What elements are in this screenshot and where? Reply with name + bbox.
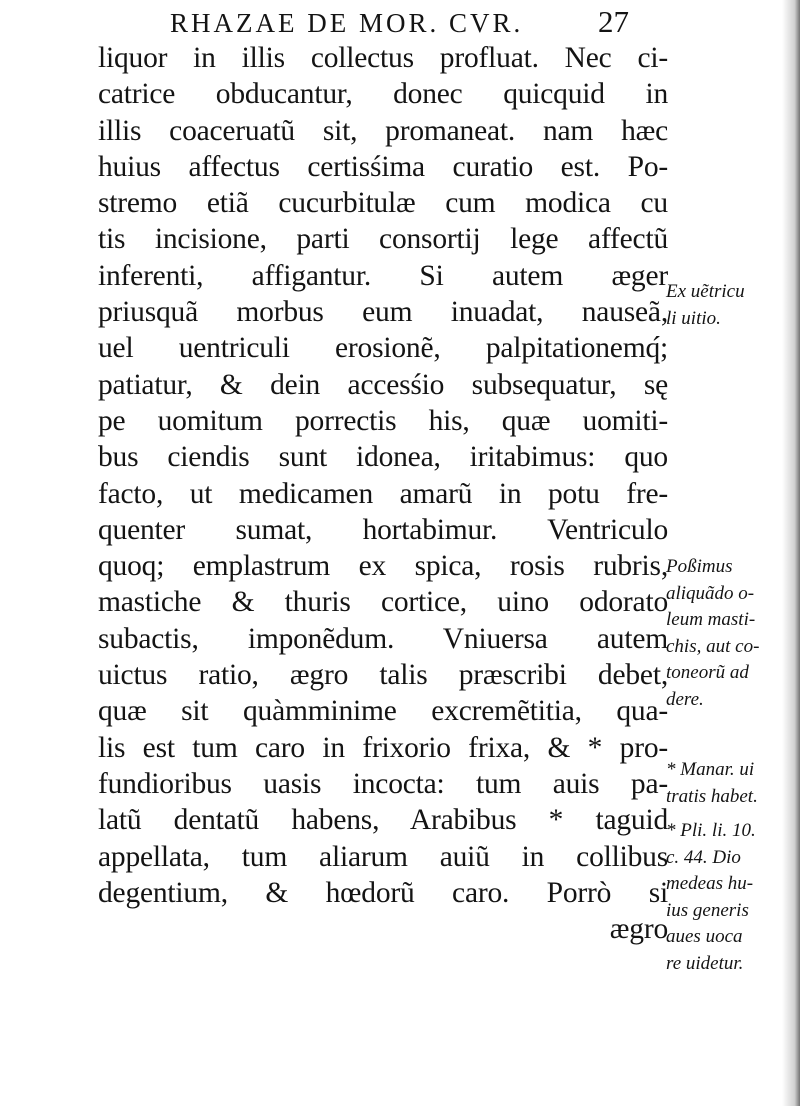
text-line: patiatur, & dein accesśio subsequatur, sę — [98, 368, 668, 401]
text-line: facto, ut medicamen amarũ in potu fre- — [98, 477, 668, 510]
marginal-note-line: leum masti- — [666, 609, 756, 630]
marginal-note-line: Poßimus — [666, 556, 733, 577]
text-line: inferenti, affigantur. Si autem æger — [98, 259, 668, 292]
marginal-note-line: Ex uẽtricu — [666, 281, 745, 302]
text-line: uel uentriculi erosionẽ, palpitationemq́; — [98, 332, 668, 365]
marginal-note-line: c. 44. Dio — [666, 846, 741, 868]
text-line: latũ dentatũ habens, Arabibus * taguid — [98, 804, 668, 837]
text-line: quenter sumat, hortabimur. Ventriculo — [98, 513, 668, 546]
marginal-note-line: li uitio. — [666, 307, 721, 329]
text-line: fundioribus uasis incocta: tum auis pa- — [98, 767, 668, 800]
marginal-note-line: toneorũ ad — [666, 662, 749, 683]
text-line: subactis, imponẽdum. Vniuersa autem — [98, 622, 668, 655]
marginal-note-line: dere. — [666, 688, 704, 710]
marginal-note-line: * Manar. ui — [666, 759, 755, 780]
marginal-note — [666, 554, 796, 713]
marginal-note-line: re uidetur. — [666, 952, 744, 974]
text-line: mastiche & thuris cortice, uino odorato — [98, 586, 668, 619]
text-line: liquor in illis collectus profluat. Nec ci- — [98, 42, 668, 74]
marginal-note-line: aliquãdo o- — [666, 582, 755, 604]
text-line: uictus ratio, ægro talis præscribi debet, — [98, 659, 668, 692]
marginal-note — [666, 818, 796, 977]
text-line: tis incisione, parti consortij lege affectũ — [98, 223, 668, 256]
catchword: ægro — [609, 913, 668, 946]
running-head: RHAZAE DE MOR. CVR. — [170, 8, 524, 38]
text-line: appellata, tum aliarum auiũ in collibus — [98, 840, 668, 873]
marginal-note-line: tratis habet. — [666, 785, 758, 807]
marginal-note — [666, 757, 796, 810]
text-line: stremo etiã cucurbitulæ cum modica cu — [98, 187, 668, 220]
text-line: lis est tum caro in frixorio frixa, & * pro- — [98, 731, 668, 764]
text-line: priusquã morbus eum inuadat, nauseã, — [98, 296, 668, 329]
text-line: catrice obducantur, donec quicquid in — [98, 78, 668, 111]
text-line: illis coaceruatũ sit, promaneat. nam hæc — [98, 114, 668, 147]
marginal-note-line: chis, aut co- — [666, 635, 760, 657]
body-text — [98, 40, 668, 947]
text-line: quæ sit quàmminime excremẽtitia, qua- — [98, 695, 668, 728]
text-line: bus ciendis sunt idonea, iritabimus: quo — [98, 441, 668, 474]
marginal-note-line: aues uoca — [666, 926, 743, 947]
text-line: huius affectus certisśima curatio est. Po- — [98, 150, 668, 183]
text-line: quoq; emplastrum ex spica, rosis rubris, — [98, 550, 668, 583]
marginal-note — [666, 279, 796, 332]
marginal-note-line: ius generis — [666, 899, 749, 921]
text-line: degentium, & hœdorũ caro. Porrò si — [98, 876, 668, 909]
page-number: 27 — [598, 4, 629, 39]
marginal-note-line: * Pli. li. 10. — [666, 820, 756, 841]
text-line: pe uomitum porrectis his, quæ uomiti- — [98, 404, 668, 437]
marginal-note-line: medeas hu- — [666, 873, 754, 894]
